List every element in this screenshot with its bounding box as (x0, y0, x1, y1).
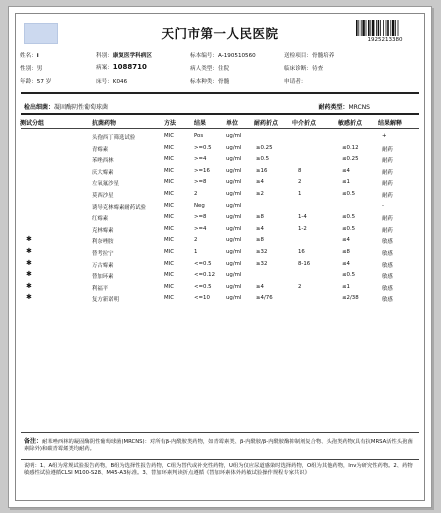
col-result: 结果 (194, 120, 207, 127)
cell-drug: 庆大霉素 (92, 169, 114, 176)
col-interpretation: 结果解释 (378, 120, 403, 127)
cell-r: ≥32 (256, 249, 268, 255)
cell-method: MIC (164, 295, 175, 302)
header-divider (21, 92, 419, 94)
cell-unit: ug/ml (226, 295, 242, 302)
cell-method: MIC (164, 191, 175, 197)
remark-rule (21, 459, 419, 460)
sex-field: 性别：男 (20, 66, 43, 72)
cell-interp: 耐药 (382, 158, 393, 165)
hospital-title: 天门市第一人民医院 (161, 26, 279, 41)
detected-bacteria: 检出细菌：凝固酶阴性葡萄球菌 (24, 104, 109, 111)
cell-i: 8-16 (298, 260, 311, 267)
table-row (16, 178, 424, 188)
cell-method: MIC (164, 272, 175, 279)
cell-s: ≤2/38 (342, 295, 359, 302)
cell-result: Pos (194, 133, 204, 139)
cell-interp: + (382, 133, 387, 139)
cell-interp: 敏感 (382, 251, 393, 257)
table-header-rule (21, 128, 419, 129)
cell-method: MIC (164, 202, 175, 209)
cell-result: 2 (194, 191, 198, 197)
cell-unit: ug/ml (226, 179, 242, 186)
table-row (16, 294, 424, 304)
cell-s: ≤8 (342, 249, 350, 255)
cell-method: MIC (164, 144, 175, 151)
cell-s: ≤0.5 (342, 272, 356, 279)
cell-unit: ug/ml (226, 202, 242, 209)
cell-drug: 替加环素 (92, 274, 114, 281)
table-row (16, 132, 424, 142)
patient-type-field: 病人类型：住院 (190, 66, 230, 72)
cell-unit: ug/ml (226, 283, 242, 290)
row-mark: ✱ (26, 270, 32, 279)
sample-no-field: 标本编号：A-190510560 (190, 53, 256, 59)
barcode-number: 1925213380 (367, 37, 403, 43)
cell-drug: 克林霉素 (92, 227, 114, 234)
col-intermediate-bp: 中介折点 (292, 120, 317, 127)
table-row (16, 213, 424, 223)
col-drug: 抗菌药物 (92, 120, 117, 127)
cell-interp: 耐药 (382, 146, 393, 153)
cell-s: ≤1 (342, 283, 350, 290)
barcode (356, 20, 414, 43)
col-unit: 单位 (226, 120, 239, 127)
report-frame (15, 13, 425, 501)
cell-r: ≥0.25 (256, 144, 273, 151)
cell-interp: 耐药 (382, 216, 393, 223)
cell-interp: 敏感 (382, 285, 393, 292)
cell-drug: 头孢西丁筛选试验 (92, 135, 136, 141)
cell-i: 2 (298, 179, 302, 186)
table-row (16, 236, 424, 246)
cell-result: <=0.5 (194, 283, 212, 290)
table-row (16, 271, 424, 281)
table-row (16, 155, 424, 165)
row-mark: ✱ (26, 258, 32, 267)
cell-method: MIC (164, 225, 175, 232)
cell-drug: 万古霉素 (92, 262, 114, 269)
table-row (16, 167, 424, 177)
patient-no-field: 病案：1088710 (96, 63, 147, 71)
cell-s: ≤0.5 (342, 225, 356, 232)
cell-drug: 青霉素 (92, 146, 109, 153)
cell-drug: 替考拉宁 (92, 251, 114, 257)
cell-s: ≤0.25 (342, 156, 359, 163)
cell-result: >=0.5 (194, 144, 212, 151)
cell-r: ≥4 (256, 179, 264, 186)
cell-unit: ug/ml (226, 156, 242, 163)
bed-field: 床号：K046 (96, 79, 128, 85)
cell-unit: ug/ml (226, 167, 242, 174)
cell-drug: 莫西沙星 (92, 193, 114, 199)
cell-r: ≥4 (256, 283, 264, 290)
cell-unit: ug/ml (226, 214, 242, 221)
cell-drug: 左氧氟沙星 (92, 181, 119, 188)
cell-s: ≤4 (342, 260, 350, 267)
cell-interp: - (382, 202, 384, 209)
sample-type-field: 标本种类：骨髓 (190, 79, 230, 85)
col-test-group: 测试分组 (20, 120, 45, 127)
cell-r: ≥8 (256, 237, 264, 244)
cell-i: 1 (298, 191, 302, 197)
cell-result: Neg (194, 202, 205, 209)
cell-i: 8 (298, 167, 302, 174)
cell-result: >=4 (194, 156, 207, 163)
cell-unit: ug/ml (226, 133, 242, 139)
cell-method: MIC (164, 237, 175, 244)
cell-interp: 敏感 (382, 274, 393, 281)
cell-drug: 诱导克林霉素耐药试验 (92, 204, 146, 211)
cell-method: MIC (164, 179, 175, 186)
cell-method: MIC (164, 156, 175, 163)
cell-s: ≤4 (342, 237, 350, 244)
cell-method: MIC (164, 283, 175, 290)
table-row (16, 283, 424, 293)
cell-r: ≥32 (256, 260, 268, 267)
cell-unit: ug/ml (226, 272, 242, 279)
cell-i: 1-2 (298, 225, 307, 232)
cell-method: MIC (164, 260, 175, 267)
cell-method: MIC (164, 249, 175, 255)
remark: 备注：耐苯唑西林的凝固酶阴性葡萄球菌(MRCNS)：对所有β-内酰胺类药物，如青霉素类、β-内酰胺/β-内酰胺酶抑制剂复合物、头孢类药物(具有抗MRSA活性头孢菌素除外)和碳青霉烯类均耐药。 (24, 438, 413, 452)
cell-drug: 苯唑西林 (92, 158, 114, 165)
cell-i: 16 (298, 249, 305, 255)
cell-s: ≤0.12 (342, 144, 359, 151)
row-mark: ✱ (26, 247, 32, 255)
cell-drug: 利福平 (92, 285, 109, 292)
cell-r: ≥4 (256, 225, 264, 232)
cell-r: ≥8 (256, 214, 264, 221)
col-susceptible-bp: 敏感折点 (338, 120, 363, 127)
row-mark: ✱ (26, 293, 32, 302)
cell-unit: ug/ml (226, 249, 242, 255)
cell-interp: 敏感 (382, 239, 393, 246)
table-row (16, 202, 424, 212)
cell-result: 1 (194, 249, 198, 255)
cell-interp: 敏感 (382, 262, 393, 269)
table-top-rule (21, 113, 419, 115)
table-row (16, 248, 424, 258)
col-method: 方法 (164, 120, 177, 127)
cell-s: ≤4 (342, 167, 350, 174)
table-row (16, 190, 424, 200)
cell-result: <=0.5 (194, 260, 212, 267)
cell-drug: 利奈唑胺 (92, 239, 114, 246)
cell-method: MIC (164, 167, 175, 174)
row-mark: ✱ (26, 235, 32, 244)
table-row (16, 260, 424, 270)
cell-result: >=8 (194, 214, 207, 221)
cell-s: ≤1 (342, 179, 350, 186)
cell-result: >=8 (194, 179, 207, 186)
table-bottom-rule (21, 432, 419, 433)
cell-unit: ug/ml (226, 260, 242, 267)
table-row (16, 225, 424, 235)
cell-result: <=0.12 (194, 272, 216, 279)
test-item-field: 送检项目：骨髓培养 (284, 53, 335, 59)
cell-i: 2 (298, 283, 302, 290)
report-sheet (8, 6, 432, 508)
resistance-type: 耐药类型：MRCNS (318, 104, 370, 111)
cell-r: ≥16 (256, 167, 268, 174)
cell-result: <=10 (194, 295, 210, 302)
dept-field: 科别：康复医学科病区 (96, 53, 152, 59)
cell-unit: ug/ml (226, 225, 242, 232)
cell-s: ≤0.5 (342, 214, 356, 221)
cell-s: ≤0.5 (342, 191, 356, 197)
explanation: 说明：1、A组为常规试验报告药物，B组为选择性报告药物，C组为替代或补充性药物，U组为仅应尿道感染时选择药物，O组为其他药物，Inv为研究性药物。2、药物敏感性试验遵循CLSI M100-S28、M45-A3标准。3、替加环素判读折点遵循《替加环素体外药敏试验操作规程专家共识》 (24, 463, 413, 477)
cell-unit: ug/ml (226, 237, 242, 244)
cell-method: MIC (164, 133, 175, 139)
cell-drug: 红霉素 (92, 216, 109, 223)
cell-unit: ug/ml (226, 144, 242, 151)
cell-result: >=16 (194, 167, 210, 174)
cell-r: ≥2 (256, 191, 264, 197)
barcode-bars (356, 20, 414, 36)
cell-result: 2 (194, 237, 198, 244)
cell-interp: 敏感 (382, 297, 393, 304)
col-resistant-bp: 耐药折点 (254, 120, 279, 127)
cell-r: ≥0.5 (256, 156, 270, 163)
cell-method: MIC (164, 214, 175, 221)
cell-r: ≥4/76 (256, 295, 273, 302)
diagnosis-field: 临床诊断：待查 (284, 66, 324, 72)
cell-i: 1-4 (298, 214, 307, 221)
cell-unit: ug/ml (226, 191, 242, 197)
age-field: 年龄：57 岁 (20, 79, 52, 85)
row-mark: ✱ (26, 281, 32, 290)
cell-drug: 复方新诺明 (92, 297, 119, 304)
cell-interp: 耐药 (382, 193, 393, 199)
table-row (16, 144, 424, 154)
cell-result: >=4 (194, 225, 207, 232)
applicant-field: 申请者： (284, 79, 307, 85)
name-field: 姓名：i (20, 53, 39, 59)
cell-interp: 耐药 (382, 227, 393, 234)
cell-interp: 耐药 (382, 181, 393, 188)
cell-interp: 耐药 (382, 169, 393, 176)
